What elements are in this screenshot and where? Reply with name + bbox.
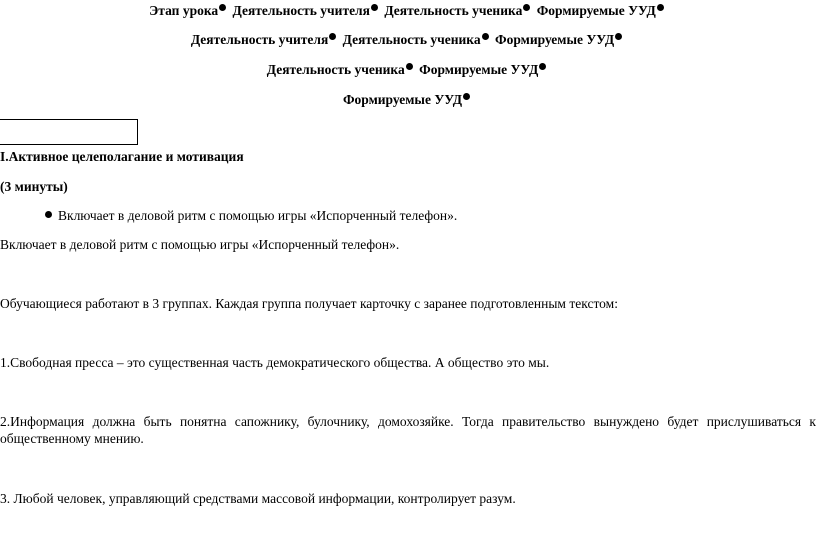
header-line-2	[0, 32, 816, 48]
header-cell: Деятельность ученика	[342, 32, 481, 47]
list-item-1: 1.Свободная пресса – это существенная часть демократического общества. А общество это мы.	[0, 355, 550, 370]
bullet-text: Включает в деловой ритм с помощью игры «Испорченный телефон».	[58, 208, 458, 223]
header-line-3	[0, 62, 816, 78]
bullet-icon	[329, 33, 336, 40]
header-cell: Деятельность учителя	[232, 3, 370, 18]
header-cell: Формируемые УУД	[419, 62, 539, 77]
bullet-icon	[482, 33, 489, 40]
header-cell: Формируемые УУД	[495, 32, 615, 47]
list-item-3: 3. Любой человек, управляющий средствами массовой информации, контролирует разум.	[0, 491, 516, 506]
bullet-icon	[615, 33, 622, 40]
stage-duration: (3 минуты)	[0, 179, 68, 194]
header-cell: Формируемые УУД	[536, 3, 656, 18]
bullet-icon	[463, 93, 470, 100]
header-cell: Деятельность ученика	[384, 3, 523, 18]
empty-cell-box	[0, 119, 138, 145]
groups-paragraph: Обучающиеся работают в 3 группах. Каждая группа получает карточку с заранее подготовленным текстом:	[0, 296, 618, 311]
header-cell: Деятельность ученика	[266, 62, 405, 77]
header-line-4	[0, 92, 816, 108]
bullet-icon	[539, 63, 546, 70]
header-cell: Этап урока	[149, 3, 219, 18]
header-line-1	[0, 3, 816, 19]
bullet-icon	[45, 211, 52, 218]
bullet-icon	[523, 4, 530, 11]
bullet-icon	[219, 4, 226, 11]
bullet-paragraph	[44, 207, 457, 224]
list-item-2: 2.Информация должна быть понятна сапожнику, булочнику, домохозяйке. Тогда правительство вынуждено будет прислушиваться к общественному мнению.	[0, 414, 816, 446]
repeat-paragraph: Включает в деловой ритм с помощью игры «Испорченный телефон».	[0, 237, 400, 252]
header-cell: Деятельность учителя	[190, 32, 329, 47]
header-cell: Формируемые УУД	[342, 92, 463, 107]
bullet-icon	[371, 4, 378, 11]
bullet-icon	[657, 4, 664, 11]
stage-title: I.Активное целеполагание и мотивация	[0, 149, 244, 164]
bullet-icon	[406, 63, 413, 70]
